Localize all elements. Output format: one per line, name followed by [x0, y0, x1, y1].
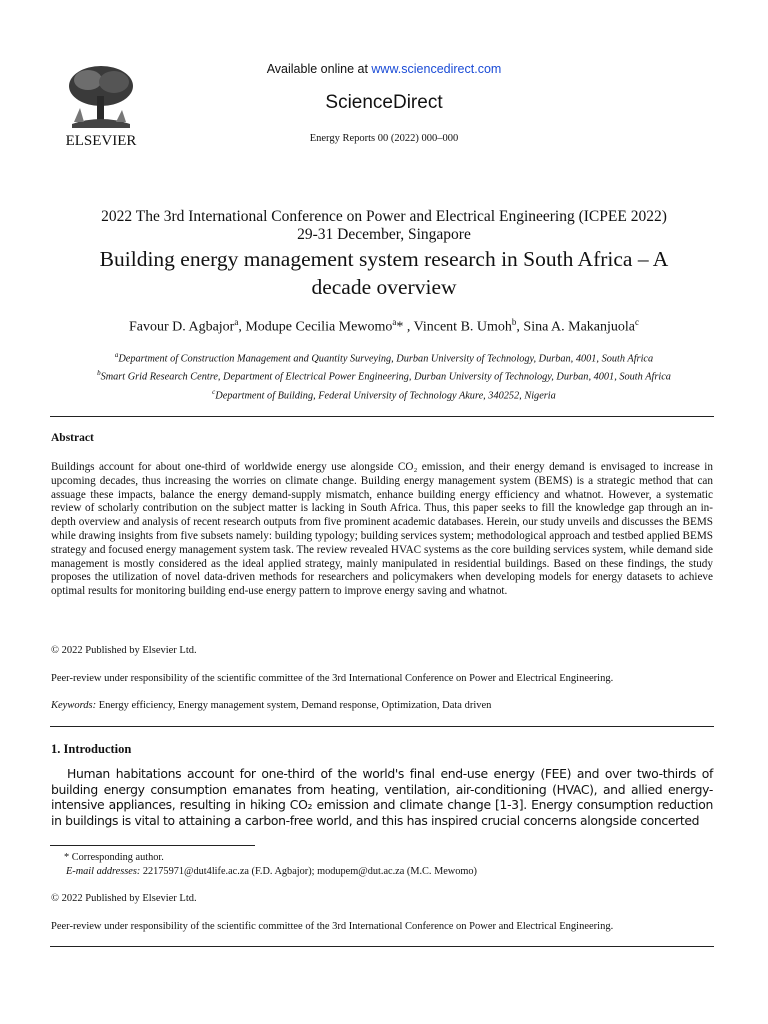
footer-peer-review: Peer-review under responsibility of the scientific committee of the 3rd International Conference on Power and Electrical Engineering. [51, 921, 614, 932]
affiliations [30, 348, 738, 403]
journal-reference: Energy Reports 00 (2022) 000–000 [309, 133, 459, 144]
sciencedirect-link[interactable]: www.sciencedirect.com [371, 62, 502, 76]
platform-name: ScienceDirect [325, 92, 443, 113]
author-name: Vincent B. Umoh [413, 319, 512, 335]
author-name: Favour D. Agbajor [128, 319, 235, 335]
author-affil-mark: a [392, 317, 397, 327]
author-affil-mark: b [511, 317, 517, 327]
paper-title-line-1: Building energy management system research in South Africa – A [99, 247, 669, 271]
affiliation-line [30, 366, 738, 384]
keywords-list: Energy efficiency, Energy management system, Demand response, Optimization, Data driven [96, 700, 492, 711]
author-affil-mark: a [234, 317, 239, 327]
affiliation-mark: b [97, 369, 101, 378]
affiliation-text: Department of Construction Management and Quantity Surveying, Durban University of Technology, Durban, 4001, South Africa [118, 353, 654, 365]
paper-title [40, 245, 728, 301]
affiliation-mark: c [212, 387, 216, 396]
conference-line-1: 2022 The 3rd International Conference on Power and Electrical Engineering (ICPEE 2022) [101, 208, 667, 225]
footer-copyright: © 2022 Published by Elsevier Ltd. [51, 893, 197, 904]
author-affil-mark: c [635, 317, 640, 327]
email-label: E-mail addresses: [66, 866, 141, 877]
affiliation-mark: a [114, 351, 119, 359]
author-name: Sina A. Makanjuola [523, 319, 636, 335]
abstract-heading: Abstract [51, 432, 94, 444]
corresponding-author-note: * Corresponding author. [64, 852, 164, 863]
copyright-notice: © 2022 Published by Elsevier Ltd. [51, 645, 197, 656]
elsevier-wordmark: ELSEVIER [65, 133, 137, 148]
conference-line-2: 29-31 December, Singapore [297, 226, 471, 243]
corresponding-mark: * , [396, 319, 414, 335]
keywords-label: Keywords: [51, 700, 97, 711]
abstract-body: Buildings account for about one-third of worldwide energy use alongside CO₂ emission, and their energy demand is envisaged to increase in upcoming decades, thus increasing the worries on climate change. Building energy management system (BEMS) is a strategic method that can assuage these impacts, balance the energy demand-supply mismatch, enhance building energy efficiency and whatnot. However, a systematic review of scholarly contribution on the subject matter is lacking in South Africa. Thus, this paper seeks to fill the knowledge gap through an in-depth overview and analysis of recent research outputs from five prominent academic databases. Herein, our study unveils and discusses the BEMS while drawing insights from five subsets namely: building typology; building services system; methodological approach and testbed applied BEMS strategy and focused energy management system task. The review revealed HVAC systems as the core building services system, while demand side management is mostly considered as the ideal applied strategy, mainly manipulated in residential buildings. Based on these findings, the study proposes the utilization of novel data-driven methods for researchers and policymakers when developing models for energy datasets to achieve optimal results for monitoring building end-use energy pattern to improve energy saving and whatnot. [51, 461, 713, 598]
author-list [30, 317, 738, 336]
affiliation-text: Department of Building, Federal University of Technology Akure, 340252, Nigeria [215, 390, 556, 402]
keywords [51, 700, 491, 711]
affiliation-text: Smart Grid Research Centre, Department of Electrical Power Engineering, Durban University of Technology, Durban, 4001, South Africa [100, 371, 671, 383]
footnote-rule [50, 845, 255, 846]
divider-middle [50, 726, 714, 727]
affiliation-line [30, 348, 738, 366]
paper-title-line-2: decade overview [311, 275, 457, 299]
peer-review-notice: Peer-review under responsibility of the scientific committee of the 3rd International Conference on Power and Electrical Engineering. [51, 673, 614, 684]
email-addresses: 22175971@dut4life.ac.za (F.D. Agbajor); modupem@dut.ac.za (M.C. Mewomo) [140, 866, 477, 877]
availability-prefix: Available online at [266, 62, 372, 76]
divider-bottom [50, 946, 714, 947]
author-name: Modupe Cecilia Mewomo [245, 319, 393, 335]
introduction-heading: 1. Introduction [51, 742, 132, 756]
author-separator: , [516, 319, 524, 335]
introduction-text: Human habitations account for one-third of the world's final end-use energy (FEE) and over two-thirds of building energy consumption emanates from heating, ventilation, air-conditioning (HVAC), and allied energy-intensive appliances, resulting in hiking CO₂ emission and climate change [1-3]. Energy consumption reduction in buildings is vital to attaining a carbon-free world, and this has inspired crucial concerns alongside concerted [51, 766, 713, 828]
introduction-body [51, 766, 713, 828]
author-separator: , [238, 319, 246, 335]
availability-line [0, 62, 768, 76]
divider-top [50, 416, 714, 417]
email-note [66, 866, 477, 877]
conference-info [40, 208, 728, 244]
affiliation-line [30, 385, 738, 403]
